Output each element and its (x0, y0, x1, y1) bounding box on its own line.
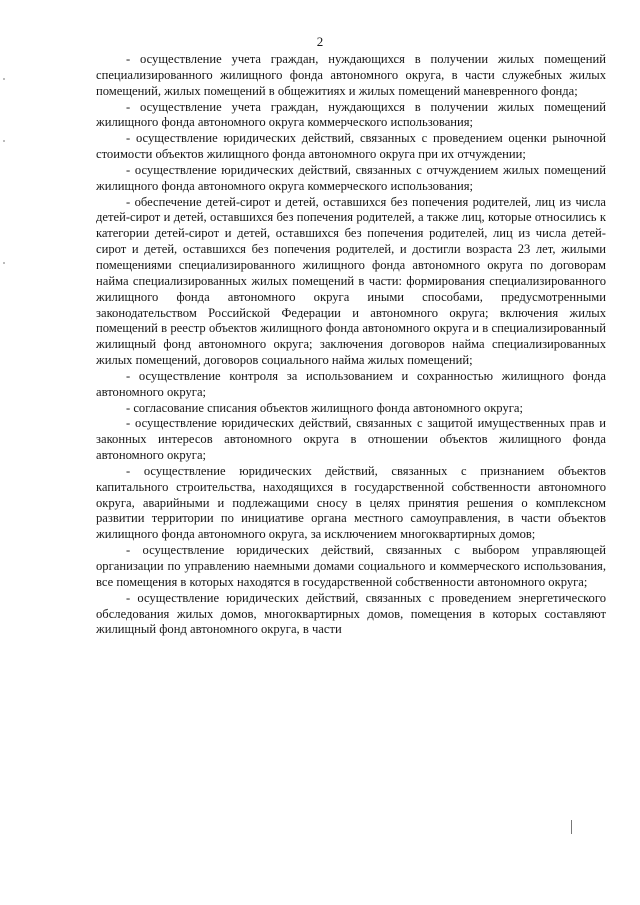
scan-artifact (3, 78, 5, 80)
page-number: 2 (316, 34, 324, 49)
scan-artifact (3, 140, 5, 142)
list-item: - осуществление юридических действий, связанных с защитой имущественных прав и законных интересов автономного округа в отношении объектов жилищного фонда автономного округа; (96, 416, 606, 463)
list-item: - осуществление учета граждан, нуждающихся в получении жилых помещений жилищного фонда автономного округа коммерческого использования; (96, 99, 606, 130)
margin-mark (571, 820, 572, 834)
list-item: - осуществление учета граждан, нуждающихся в получении жилых помещений специализированного жилищного фонда автономного округа, в части служебных жилых помещений, жилых помещений в общежитиях и жилых помещений маневренного фонда; (96, 52, 606, 98)
list-item: - осуществление юридических действий, связанных с выбором управляющей организации по управлению наемными домами социального и коммерческого использования, все помещения в которых находятся в государственной собственности автономного округа; (96, 543, 606, 589)
list-item: - осуществление юридических действий, связанных с признанием объектов капитального строительства, находящихся в государственной собственности автономного округа, аварийными и подлежащими сносу в целях принятия решения о комплексном развитии территории по инициативе органа местного самоуправления, в части объектов жилищного фонда автономного округа, за исключением многоквартирных домов; (96, 463, 606, 542)
list-item: - осуществление юридических действий, связанных с проведением оценки рыночной стоимости объектов жилищного фонда автономного округа при их отчуждении; (96, 131, 606, 162)
list-item: - осуществление юридических действий, связанных с отчуждением жилых помещений жилищного фонда автономного округа коммерческого использования; (96, 162, 606, 193)
scan-artifact (3, 262, 5, 264)
list-item: - согласование списания объектов жилищного фонда автономного округа; (126, 400, 523, 415)
list-item: - осуществление юридических действий, связанных с проведением энергетического обследования жилых домов, многоквартирных домов, помещения в которых составляют жилищный фонд автономного округа, в части (96, 590, 606, 637)
document-body (96, 52, 606, 638)
list-item: - обеспечение детей-сирот и детей, оставшихся без попечения родителей, лиц из числа детей-сирот и детей, оставшихся без попечения родителей, а также лиц, которые относились к категории детей-сирот и детей, оставшихся без попечения родителей, лиц из числа детей-сирот и детей, оставшихся без попечения родителей, и достигли возраста 23 лет, жилыми помещениями специализированного жилищного фонда автономного округа по договорам найма специализированных жилых помещений в части: формирования специализированного жилищного фонда автономного округа иными способами, предусмотренными законодательством Российской Федерации и автономного округа; включения жилых помещений в реестр объектов жилищного фонда автономного округа и в специализированный жилищный фонд автономного округа; заключения договоров найма специализированных жилых помещений, договоров социального найма жилых помещений; (96, 194, 606, 368)
list-item: - осуществление контроля за использованием и сохранностью жилищного фонда автономного округа; (96, 368, 606, 399)
